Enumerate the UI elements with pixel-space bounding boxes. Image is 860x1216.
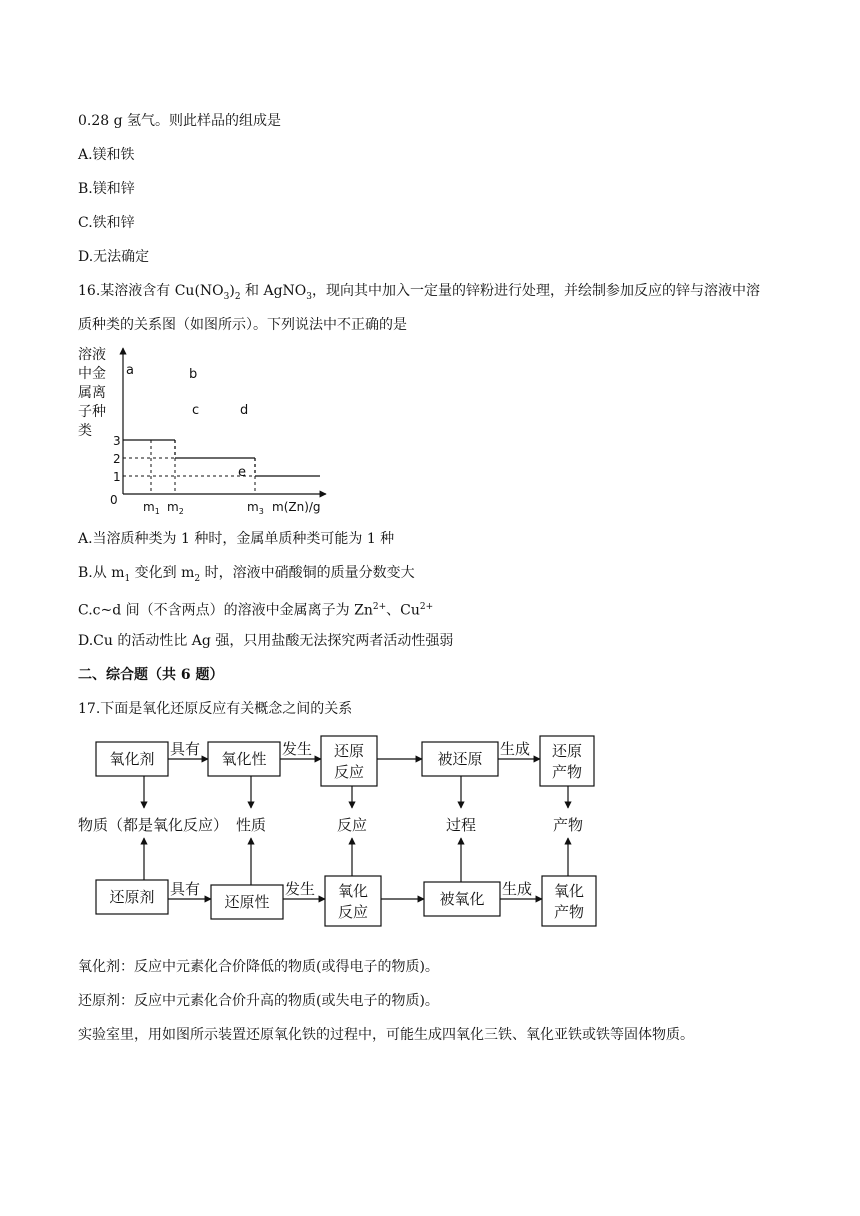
chart-point-label-c: c: [192, 403, 200, 418]
q16-option-a: A.当溶质种类为 1 种时，金属单质种类可能为 1 种: [78, 531, 395, 547]
chart-y-tick-0: 0: [110, 493, 118, 507]
lab-description: 实验室里，用如图所示装置还原氧化铁的过程中，可能生成四氧化三铁、氧化亚铁或铁等固体物质。: [78, 1027, 694, 1043]
bottom-box-2-l2: 反应: [337, 903, 369, 921]
chart-ylabel-3: 属离: [78, 385, 106, 401]
chart-y-tick-3: 3: [113, 434, 121, 448]
bottom-box-2-l1: 氧化: [337, 882, 369, 900]
top-box-4-l2: 产物: [551, 763, 583, 781]
mid-label-4: 产物: [552, 816, 584, 834]
mid-label-1: 性质: [235, 816, 267, 834]
top-arrow-label-3: 生成: [500, 740, 531, 758]
top-box-2-l2: 反应: [333, 763, 365, 781]
top-box-2-l1: 还原: [333, 742, 365, 760]
chart-ylabel-2: 中金: [78, 366, 106, 382]
bottom-box-3-label: 被氧化: [439, 890, 485, 908]
top-box-1-label: 氧化性: [221, 750, 267, 768]
chart-point-label-d: d: [240, 403, 249, 418]
def-reducing-agent: 还原剂：反应中元素化合价升高的物质(或失电子的物质)。: [78, 993, 439, 1009]
chart-x-tick-m2: $m_2$: [167, 500, 184, 516]
chart-point-label-e: e: [238, 465, 246, 480]
mid-label-2: 反应: [336, 816, 368, 834]
chart-point-label-a: a: [126, 363, 134, 378]
q15-option-b: B.镁和锌: [78, 181, 135, 197]
q15-option-a: A.镁和铁: [78, 147, 135, 163]
top-box-0-label: 氧化剂: [109, 750, 155, 768]
bottom-box-1-label: 还原性: [224, 893, 270, 911]
chart-x-tick-m1: $m_1$: [143, 500, 160, 516]
top-arrow-label-1: 发生: [282, 740, 313, 758]
q15-option-d: D.无法确定: [78, 249, 150, 265]
section-heading: 二、综合题（共 6 题）: [78, 667, 224, 683]
zn-ion-chart: [74, 340, 344, 520]
bottom-arrow-label-0: 具有: [170, 880, 201, 898]
mid-label-0: 物质（都是氧化反应）: [78, 816, 229, 834]
bottom-arrow-label-1: 发生: [285, 880, 316, 898]
chart-ylabel-1: 溶液: [78, 347, 106, 363]
q16-option-c: C.c~d 间（不含两点）的溶液中金属离子为 $Zn^{2+}$、$Cu^{2+}$: [78, 602, 434, 619]
chart-ylabel-5: 类: [78, 423, 92, 439]
chart-y-tick-1: 1: [113, 470, 121, 484]
chart-y-tick-2: 2: [113, 452, 121, 466]
q16-stem-line1: 16.某溶液含有 $Cu(NO_3)_2$ 和 AgNO$_3$，现向其中加入一定量的锌粉进行处理，并绘制参加反应的锌与溶液中溶: [78, 283, 761, 302]
q15-stem-tail: 0.28 g 氢气。则此样品的组成是: [78, 113, 282, 129]
bottom-box-0-label: 还原剂: [109, 888, 155, 906]
chart-x-tick-m3: $m_3$: [247, 500, 264, 516]
q16-option-d: D.Cu 的活动性比 Ag 强，只用盐酸无法探究两者活动性强弱: [78, 633, 454, 649]
def-oxidizing-agent: 氧化剂：反应中元素化合价降低的物质(或得电子的物质)。: [78, 959, 439, 975]
bottom-arrow-label-3: 生成: [502, 880, 533, 898]
top-arrow-label-0: 具有: [170, 740, 201, 758]
chart-ylabel-4: 子种: [78, 404, 106, 420]
q16-stem-line2: 质种类的关系图（如图所示）。下列说法中不正确的是: [78, 317, 407, 333]
chart-point-label-b: b: [189, 367, 198, 382]
q17-stem: 17.下面是氧化还原反应有关概念之间的关系: [78, 701, 353, 717]
mid-label-3: 过程: [445, 816, 477, 834]
top-box-3-label: 被还原: [437, 750, 483, 768]
q15-option-c: C.铁和锌: [78, 215, 135, 231]
q16-option-b: B.从 $m_1$ 变化到 $m_2$ 时，溶液中硝酸铜的质量分数变大: [78, 565, 415, 584]
bottom-box-4-l1: 氧化: [553, 882, 585, 900]
bottom-box-4-l2: 产物: [553, 903, 585, 921]
chart-x-label: m(Zn)/g: [272, 500, 321, 514]
redox-concept-diagram: [74, 730, 614, 940]
top-box-4-l1: 还原: [551, 742, 583, 760]
